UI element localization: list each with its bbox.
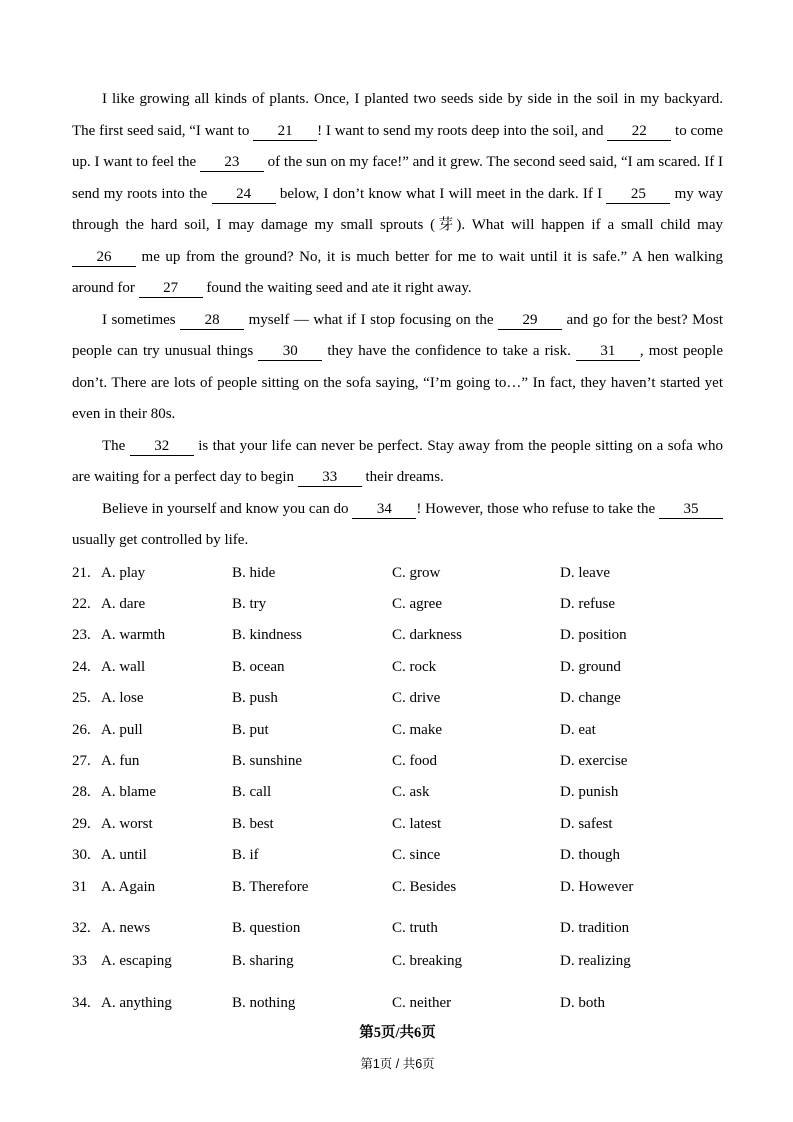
option-b: B. if [232,847,259,864]
option-b: B. sharing [232,953,294,970]
question-number: 29. [72,815,91,832]
option-cell-d [560,715,723,746]
option-cell-b [232,652,392,683]
option-row-27 [72,746,723,777]
blank-23: 23 [200,154,264,172]
option-a: A. lose [101,690,144,707]
question-number: 24. [72,658,91,675]
option-cell-d [560,872,723,903]
option-a: A. anything [101,994,172,1011]
option-cell-b [232,620,392,651]
passage-text: me up from the ground? No, it is much better for me to wait until it is safe.” A hen walking around for [72,248,723,296]
option-cell-c [392,872,560,903]
option-d: D. exercise [560,752,628,769]
option-cell-a [72,809,232,840]
option-cell-d [560,652,723,683]
blank-31: 31 [576,343,640,361]
blank-28: 28 [180,312,244,330]
option-cell-c [392,715,560,746]
option-row-32 [72,913,723,944]
passage-text: below, I don’t know what I will meet in the dark. If I [275,185,607,202]
option-d: D. both [560,994,605,1011]
option-row-21 [72,558,723,589]
passage-text: their dreams. [361,469,444,485]
options-list [72,558,723,1020]
option-b: B. put [232,721,269,738]
option-cell-c [392,840,560,871]
option-c: C. make [392,721,442,738]
question-number: 34. [72,994,91,1011]
option-d: D. punish [560,784,619,801]
passage-text: is that your life can never be perfect. Stay away from the people sitting on a sofa who are waiting for a perfect day to begin [72,437,723,485]
option-cell-a [72,840,232,871]
option-cell-d [560,558,723,589]
option-cell-a [72,715,232,746]
option-d: D. though [560,847,620,864]
option-a: A. wall [101,658,146,675]
option-cell-a [72,558,232,589]
option-cell-b [232,872,392,903]
option-cell-b [232,715,392,746]
option-cell-a [72,589,232,620]
option-cell-a [72,913,232,944]
option-cell-a [72,683,232,714]
option-row-28 [72,777,723,808]
option-cell-b [232,988,392,1019]
option-b: B. question [232,919,301,936]
option-b: B. kindness [232,627,303,644]
question-number: 28. [72,784,91,801]
option-c: C. darkness [392,627,462,644]
option-cell-a [72,872,232,903]
option-row-33 [72,946,723,977]
option-c: C. latest [392,815,442,832]
option-c: C. grow [392,564,441,581]
passage-text: and go for the best? Most people can try unusual things [72,311,723,359]
option-row-30 [72,840,723,871]
viewer-page-indicator: 第1页 / 共6页 [360,1057,435,1072]
option-cell-c [392,777,560,808]
option-c: C. ask [392,784,430,801]
blank-34: 34 [352,501,416,519]
option-row-24 [72,652,723,683]
option-cell-d [560,946,723,977]
question-number: 30. [72,847,91,864]
passage-text: usually get controlled by life. [72,532,249,548]
passage-text: I sometimes [102,311,181,328]
option-cell-b [232,913,392,944]
paragraph [72,84,723,305]
option-row-34 [72,988,723,1019]
paragraph [72,494,723,557]
option-d: D. change [560,690,621,707]
passage-text: ! However, those who refuse to take the [416,500,659,517]
option-b: B. nothing [232,994,296,1011]
option-a: A. play [101,564,146,581]
blank-21: 21 [253,123,317,141]
option-cell-b [232,777,392,808]
option-cell-d [560,913,723,944]
option-d: D. position [560,627,627,644]
option-cell-a [72,652,232,683]
option-a: A. dare [101,595,146,612]
option-cell-a [72,777,232,808]
option-d: D. tradition [560,919,630,936]
option-a: A. warmth [101,627,166,644]
passage-text: , most people don’t. There are lots of people sitting on the sofa saying, “I’m going to…” In fact, they haven’t started yet even in their 80s. [72,343,724,422]
passage-text: to come up. I want to feel the [72,122,723,170]
question-number: 32. [72,919,91,936]
option-cell-d [560,620,723,651]
option-cell-d [560,777,723,808]
option-cell-c [392,809,560,840]
question-number: 22. [72,595,91,612]
blank-22: 22 [607,123,671,141]
option-d: D. leave [560,564,610,581]
option-row-31 [72,872,723,903]
passage-text: of the sun on my face!” and it grew. The second seed said, “I am scared. If I send my roots into the [72,154,723,202]
paragraph [72,431,723,494]
blank-24: 24 [212,186,276,204]
option-a: A. fun [101,752,140,769]
option-cell-b [232,946,392,977]
passage-text: they have the confidence to take a risk. [322,343,576,359]
option-c: C. drive [392,690,441,707]
option-cell-c [392,746,560,777]
question-number: 31 [72,878,87,895]
option-cell-d [560,840,723,871]
option-cell-c [392,988,560,1019]
option-c: C. neither [392,994,452,1011]
option-d: D. safest [560,815,613,832]
question-number: 25. [72,690,91,707]
option-d: D. refuse [560,595,615,612]
option-d: D. ground [560,658,621,675]
option-cell-c [392,558,560,589]
option-cell-c [392,946,560,977]
question-number: 33 [72,953,87,970]
passage-text: myself — what if I stop focusing on the [244,311,498,328]
option-cell-b [232,683,392,714]
option-a: A. pull [101,721,143,738]
option-c: C. food [392,752,437,769]
option-b: B. hide [232,564,276,581]
option-b: B. try [232,595,267,612]
option-a: A. blame [101,784,156,801]
option-cell-b [232,558,392,589]
passage-text: found the waiting seed and ate it right away. [202,280,472,296]
passage-text: ! I want to send my roots deep into the soil, and [317,122,608,139]
option-row-26 [72,715,723,746]
option-c: C. breaking [392,953,462,970]
option-d: D. realizing [560,953,631,970]
option-d: D. eat [560,721,596,738]
blank-26: 26 [72,249,136,267]
question-number: 26. [72,721,91,738]
blank-25: 25 [606,186,670,204]
option-a: A. Again [101,878,156,895]
option-a: A. escaping [101,953,172,970]
option-cell-b [232,746,392,777]
option-c: C. Besides [392,878,457,895]
option-a: A. until [101,847,147,864]
option-b: B. ocean [232,658,285,675]
option-cell-a [72,988,232,1019]
blank-32: 32 [130,438,194,456]
option-cell-d [560,589,723,620]
option-row-25 [72,683,723,714]
option-cell-b [232,809,392,840]
blank-35: 35 [659,501,723,519]
question-number: 23. [72,627,91,644]
paragraph [72,305,723,431]
option-cell-c [392,913,560,944]
passage-text: The [102,437,130,454]
option-cell-a [72,946,232,977]
option-cell-d [560,988,723,1019]
blank-33: 33 [298,469,362,487]
option-c: C. rock [392,658,437,675]
option-b: B. best [232,815,274,832]
option-cell-c [392,589,560,620]
option-b: B. push [232,690,278,707]
page-footer: 第5页/共6页 [359,1025,436,1042]
option-a: A. news [101,919,151,936]
blank-29: 29 [498,312,562,330]
option-row-22 [72,589,723,620]
passage-text: Believe in yourself and know you can do [102,500,353,517]
option-b: B. call [232,784,272,801]
option-cell-c [392,652,560,683]
option-cell-a [72,620,232,651]
option-c: C. since [392,847,441,864]
option-b: B. sunshine [232,752,303,769]
passage-text: I like growing all kinds of plants. Once, I planted two seeds side by side in the soil in my backyard. The first seed said, “I want to [72,91,723,139]
option-cell-c [392,683,560,714]
option-cell-a [72,746,232,777]
option-b: B. Therefore [232,878,309,895]
question-number: 21. [72,564,91,581]
blank-27: 27 [139,280,203,298]
passage [72,84,723,557]
passage-text: my way through the hard soil, I may damage my small sprouts (芽). What will happen if a small child may [72,185,723,233]
option-d: D. However [560,878,634,895]
option-row-23 [72,620,723,651]
blank-30: 30 [258,343,322,361]
option-cell-b [232,840,392,871]
option-cell-d [560,809,723,840]
option-cell-c [392,620,560,651]
question-number: 27. [72,752,91,769]
option-row-29 [72,809,723,840]
option-c: C. truth [392,919,438,936]
option-cell-b [232,589,392,620]
option-a: A. worst [101,815,153,832]
option-c: C. agree [392,595,442,612]
option-cell-d [560,746,723,777]
option-cell-d [560,683,723,714]
